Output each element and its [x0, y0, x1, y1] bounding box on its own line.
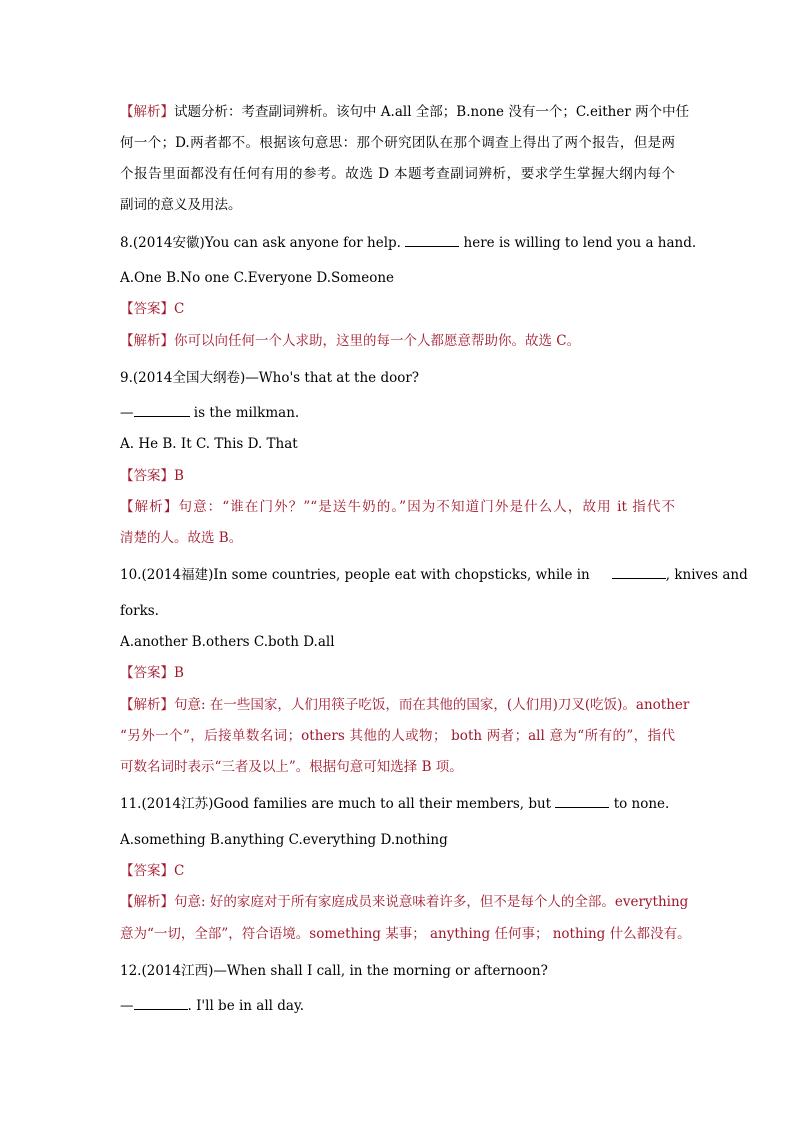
analysis-tag: 【解析】 [120, 697, 174, 713]
stem-text: 10.(2014福建)In some countries, people eat with chopsticks, while in [120, 567, 590, 583]
analysis-text: 句意：“谁在门外？”“是送牛奶的。”因为不知道门外是什么人，故用 it 指代不 [178, 499, 676, 515]
answer-blank [555, 795, 609, 808]
analysis-tag: 【解析】 [120, 104, 174, 120]
answer-value: B [174, 665, 184, 681]
answer-tag: 【答案】 [120, 301, 174, 317]
question-9-answer [120, 467, 184, 485]
question-10-analysis-cont: “另外一个”，后接单数名词；others 其他的人或物； both 两者；all 意为“所有的”，指代 [120, 728, 675, 744]
question-11-answer [120, 862, 184, 880]
question-11-stem [120, 795, 669, 813]
analysis-tag: 【解析】 [120, 499, 179, 515]
question-8-answer [120, 300, 184, 318]
question-11-analysis-cont: 意为“一切，全部”，符合语境。something 某事； anything 任何事； nothing 什么都没有。 [120, 926, 691, 942]
answer-blank [612, 566, 666, 579]
dash: — [120, 405, 134, 421]
question-8-options: A.One B.No one C.Everyone D.Someone [120, 270, 395, 286]
answer-tag: 【答案】 [120, 468, 174, 484]
question-12-stem: 12.(2014江西)—When shall I call, in the morning or afternoon? [120, 963, 548, 979]
question-10-stem-cont: forks. [120, 603, 159, 619]
answer-blank [134, 997, 188, 1010]
question-10-analysis [120, 696, 690, 714]
answer-value: C [174, 863, 185, 879]
question-8-analysis [120, 332, 580, 350]
analysis-line [120, 103, 690, 121]
analysis-line: 副词的意义及用法。 [120, 197, 242, 213]
analysis-tag: 【解析】 [120, 894, 174, 910]
stem-text: here is willing to lend you a hand. [459, 235, 697, 251]
question-10-answer [120, 664, 184, 682]
answer-tag: 【答案】 [120, 665, 174, 681]
question-12-line2 [120, 997, 304, 1015]
dash: — [120, 998, 134, 1014]
stem-text: 8.(2014安徽)You can ask anyone for help. [120, 235, 406, 251]
answer-tag: 【答案】 [120, 863, 174, 879]
analysis-line: 个报告里面都没有任何有用的参考。故选 D 本题考查副词辨析，要求学生掌握大纲内每个 [120, 166, 675, 182]
answer-blank [405, 234, 459, 247]
analysis-text: 你可以向任何一个人求助，这里的每一个人都愿意帮助你。故选 C。 [174, 333, 581, 349]
stem-text: is the milkman. [189, 405, 300, 421]
question-9-line2 [120, 404, 299, 422]
stem-text: to none. [609, 796, 670, 812]
answer-blank [134, 404, 190, 417]
question-9-stem: 9.(2014全国大纲卷)—Who's that at the door? [120, 370, 420, 386]
stem-text: . I'll be in all day. [187, 998, 305, 1014]
question-10-options: A.another B.others C.both D.all [120, 634, 335, 650]
analysis-line: 何一个；D.两者都不。根据该句意思：那个研究团队在那个调查上得出了两个报告，但是两 [120, 135, 675, 151]
question-8-stem [120, 234, 696, 252]
analysis-text: 句意: 在一些国家，人们用筷子吃饭，而在其他的国家，(人们用)刀叉(吃饭)。another [174, 697, 690, 713]
question-11-analysis [120, 893, 689, 911]
stem-text: , knives and [665, 567, 748, 583]
question-10-analysis-cont: 可数名词时表示“三者及以上”。根据句意可知选择 B 项。 [120, 759, 463, 775]
analysis-tag: 【解析】 [120, 333, 174, 349]
question-9-options: A. He B. It C. This D. That [120, 436, 298, 452]
stem-text: 11.(2014江苏)Good families are much to all their members, but [120, 796, 556, 812]
analysis-text: 句意: 好的家庭对于所有家庭成员来说意味着许多，但不是每个人的全部。everything [174, 894, 689, 910]
question-9-analysis [120, 498, 675, 516]
answer-value: B [174, 468, 184, 484]
analysis-text: 试题分析：考查副词辨析。该句中 A.all 全部；B.none 没有一个；C.either 两个中任 [174, 104, 690, 120]
question-9-analysis-cont: 清楚的人。故选 B。 [120, 530, 243, 546]
question-10-stem [120, 566, 748, 584]
question-11-options: A.something B.anything C.everything D.nothing [120, 832, 448, 848]
answer-value: C [174, 301, 185, 317]
